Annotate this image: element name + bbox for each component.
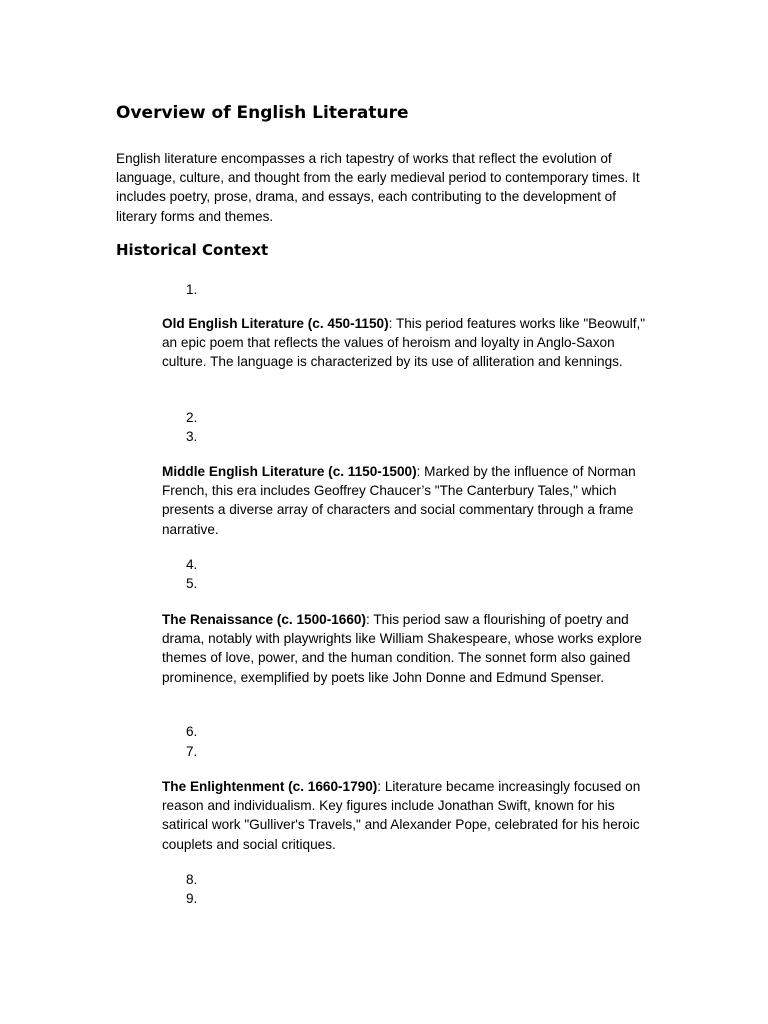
list-number: 4. [186, 557, 198, 572]
section-heading-historical-context: Historical Context [116, 241, 269, 259]
period-label: The Renaissance (c. 1500-1660) [162, 612, 367, 627]
period-label: The Enlightenment (c. 1660-1790) [162, 779, 378, 794]
period-text: : Marked by the influence of Norman French, this era includes Geoffrey Chaucer’s "The Canterbury Tales," which presents a diverse array of characters and social commentary through a frame narrative. [162, 464, 636, 537]
period-paragraph-enlightenment [162, 777, 654, 854]
document-title: Overview of English Literature [116, 103, 409, 123]
list-number: 5. [186, 576, 198, 591]
list-number: 7. [186, 744, 198, 759]
list-number: 3. [186, 429, 198, 444]
period-text: : Literature became increasingly focused on reason and individualism. Key figures include Jonathan Swift, known for his satirical work "Gulliver's Travels," and Alexander Pope, celebrated for his heroic couplets and social critiques. [162, 779, 641, 852]
period-text: : This period features works like "Beowulf," an epic poem that reflects the values of heroism and loyalty in Anglo-Saxon culture. The language is characterized by its use of alliteration and kennings. [162, 316, 646, 370]
period-text: : This period saw a flourishing of poetry and drama, notably with playwrights like William Shakespeare, whose works explore themes of love, power, and the human condition. The sonnet form also gained prominence, exemplified by poets like John Donne and Edmund Spenser. [162, 612, 642, 685]
list-number: 9. [186, 891, 198, 906]
period-paragraph-renaissance [162, 610, 654, 687]
list-number: 8. [186, 872, 198, 887]
list-number: 2. [186, 410, 198, 425]
period-paragraph-middle-english [162, 462, 654, 539]
period-label: Old English Literature (c. 450-1150) [162, 316, 389, 331]
list-number: 6. [186, 724, 198, 739]
period-label: Middle English Literature (c. 1150-1500) [162, 464, 417, 479]
period-paragraph-old-english [162, 314, 654, 372]
list-number: 1. [186, 282, 198, 297]
intro-paragraph: English literature encompasses a rich tapestry of works that reflect the evolution of language, culture, and thought from the early medieval period to contemporary times. It includes poetry, prose, drama, and essays, each contributing to the development of literary forms and themes. [116, 151, 640, 224]
